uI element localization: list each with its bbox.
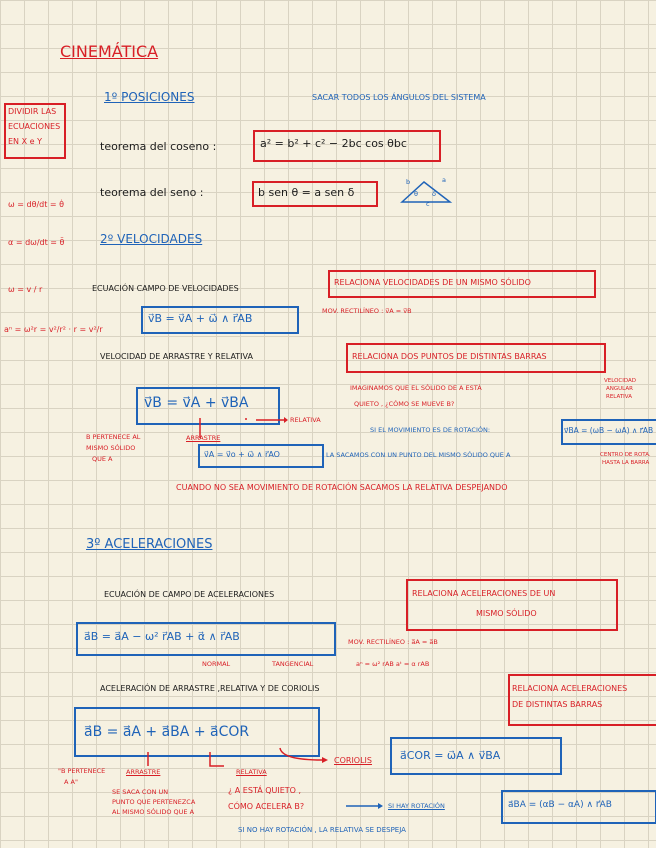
omega-v-over-r: ω = v / r [8, 285, 43, 294]
pertenece-line: QUE A [92, 455, 113, 463]
relativa-arrow-accel [196, 752, 236, 782]
triangle-label-delta: δ [432, 190, 436, 198]
rot-accel-formula: a⃗BA = (αB − αA) ∧ r⃗AB [508, 800, 612, 810]
drag-velocity-note: RELACIONA DOS PUNTOS DE DISTINTAS BARRAS [352, 352, 547, 361]
si-rotacion-note: SI EL MOVIMIENTO ES DE ROTACIÓN: [370, 426, 491, 434]
drag-accel-label: ACELERACIÓN DE ARRASTRE ,RELATIVA Y DE CORIOLIS [100, 684, 320, 693]
accel-field-note-box [406, 579, 618, 631]
rectilinear-accel: MOV. RECTILÍNEO : a⃗A = a⃗B [348, 638, 438, 646]
rot-velocity-formula: v⃗BA = (ωB − ωA) ∧ r⃗AB [564, 426, 654, 435]
relativa-tag: RELATIVA [236, 768, 267, 776]
triangle-label-theta: θ [414, 190, 418, 198]
vel-angular-line: ANGULAR [606, 386, 633, 392]
triangle-label-b: b [406, 178, 411, 186]
pertenece-line: B PERTENECE AL [86, 433, 141, 441]
normal-accel-formula: aⁿ = ω²r = v²/r² · r = v²/r [4, 325, 103, 334]
accel-field-note-line: RELACIONA ACELERACIONES DE UN [412, 589, 556, 598]
page-title: CINEMÁTICA [60, 42, 159, 61]
coriolis-formula: a⃗COR = ω⃗A ∧ v⃗BA [400, 749, 501, 762]
section1-note: SACAR TODOS LOS ÁNGULOS DEL SISTEMA [312, 93, 486, 102]
side-note-line: ECUACIONES [8, 122, 61, 131]
relativa-arrow [256, 416, 286, 426]
sacamos-note: LA SACAMOS CON UN PUNTO DEL MISMO SÓLIDO QUE A [326, 451, 511, 459]
sine-formula: b sen θ = a sen δ [258, 186, 355, 199]
section-heading-velocidades: 2º VELOCIDADES [100, 232, 203, 246]
drag-accel-formula: a⃗B = a⃗A + a⃗BA + a⃗COR [84, 724, 250, 740]
accel-field-label: ECUACIÓN DE CAMPO DE ACELERACIONES [104, 590, 275, 599]
section-heading-aceleraciones: 3º ACELERACIONES [86, 537, 213, 552]
pertenece-line: MISMO SÓLIDO [86, 444, 136, 452]
pertenece-line: "B PERTENECE [58, 767, 106, 775]
section-heading-posiciones: 1º POSICIONES [104, 90, 195, 104]
drag-eq: v⃗A = v⃗o + ω⃗ ∧ r⃗AO [204, 450, 280, 459]
imaginar-line: QUIETO , ¿CÓMO SE MUEVE B? [354, 400, 455, 408]
pertenece-line: A A" [64, 778, 78, 786]
se-saca-line: AL MISMO SÓLIDO QUE A [112, 808, 195, 816]
side-note-line: EN X e Y [8, 137, 42, 146]
cosine-formula: a² = b² + c² − 2bc cos θbc [260, 137, 407, 150]
normal-tangential-formulas: aⁿ = ω² rAB aᵗ = α rAB [356, 660, 430, 668]
drag-velocity-label: VELOCIDAD DE ARRASTRE Y RELATIVA [100, 352, 253, 361]
rectilinear-velocity: MOV. RECTILÍNEO : v⃗A = v⃗B [322, 307, 412, 315]
relativa-tag: RELATIVA [290, 416, 321, 424]
omega-definition: ω = dθ/dt = θ̇ [8, 200, 65, 209]
normal-tag: NORMAL [202, 660, 231, 668]
drag-accel-note-line: RELACIONA ACELERACIONES [512, 684, 628, 693]
drag-velocity-formula: v⃗B = v⃗A + v⃗BA [144, 395, 249, 411]
accel-field-formula: a⃗B = a⃗A − ω² r⃗AB + α⃗ ∧ r⃗AB [84, 630, 240, 643]
si-hay-rotacion: SI HAY ROTACIÓN [388, 802, 445, 810]
si-rot-arrow [346, 802, 386, 812]
velocity-field-formula: v⃗B = v⃗A + ω⃗ ∧ r⃗AB [148, 312, 253, 325]
coriolis-tag: CORIOLIS [334, 756, 372, 765]
cuando-note: CUANDO NO SEA MOVIMIENTO DE ROTACIÓN SACAMOS LA RELATIVA DESPEJANDO [176, 483, 508, 492]
cosine-theorem-label: teorema del coseno : [100, 140, 217, 153]
quieto-line: CÓMO ACELERA B? [228, 802, 305, 811]
vel-angular-line: VELOCIDAD [604, 378, 637, 384]
arrastre-tag: ARRASTRE [186, 434, 221, 442]
alpha-definition: α = dω/dt = θ̈ [8, 238, 65, 247]
accel-field-note-line: MISMO SÓLIDO [476, 609, 537, 618]
tangencial-tag: TANGENCIAL [272, 660, 314, 668]
quieto-line: ¿ A ESTÁ QUIETO , [228, 786, 302, 795]
arrastre-tag: ARRASTRE [126, 768, 161, 776]
centro-line: HASTA LA BARRA [602, 460, 650, 466]
drag-accel-note-line: DE DISTINTAS BARRAS [512, 700, 603, 709]
se-saca-line: SE SACA CON UN [112, 788, 169, 796]
velocity-field-note: RELACIONA VELOCIDADES DE UN MISMO SÓLIDO [334, 278, 531, 287]
vel-angular-line: RELATIVA [606, 394, 632, 400]
triangle-label-a: a [442, 176, 446, 184]
se-saca-line: PUNTO QUE PERTENEZCA [112, 798, 196, 806]
centro-line: CENTRO DE ROTA. [600, 452, 651, 458]
triangle-label-c: c [426, 200, 430, 208]
imaginar-line: IMAGINAMOS QUE EL SÓLIDO DE A ESTÁ [350, 384, 482, 392]
coriolis-arrow [272, 748, 332, 768]
side-note-line: DIVIDIR LAS [8, 107, 57, 116]
arrastre-arrow [138, 752, 178, 782]
velocity-field-label: ECUACIÓN CAMPO DE VELOCIDADES [92, 284, 239, 293]
sine-theorem-label: teorema del seno : [100, 186, 204, 199]
no-rotacion-note: SI NO HAY ROTACIÓN , LA RELATIVA SE DESPEJA [238, 826, 406, 834]
